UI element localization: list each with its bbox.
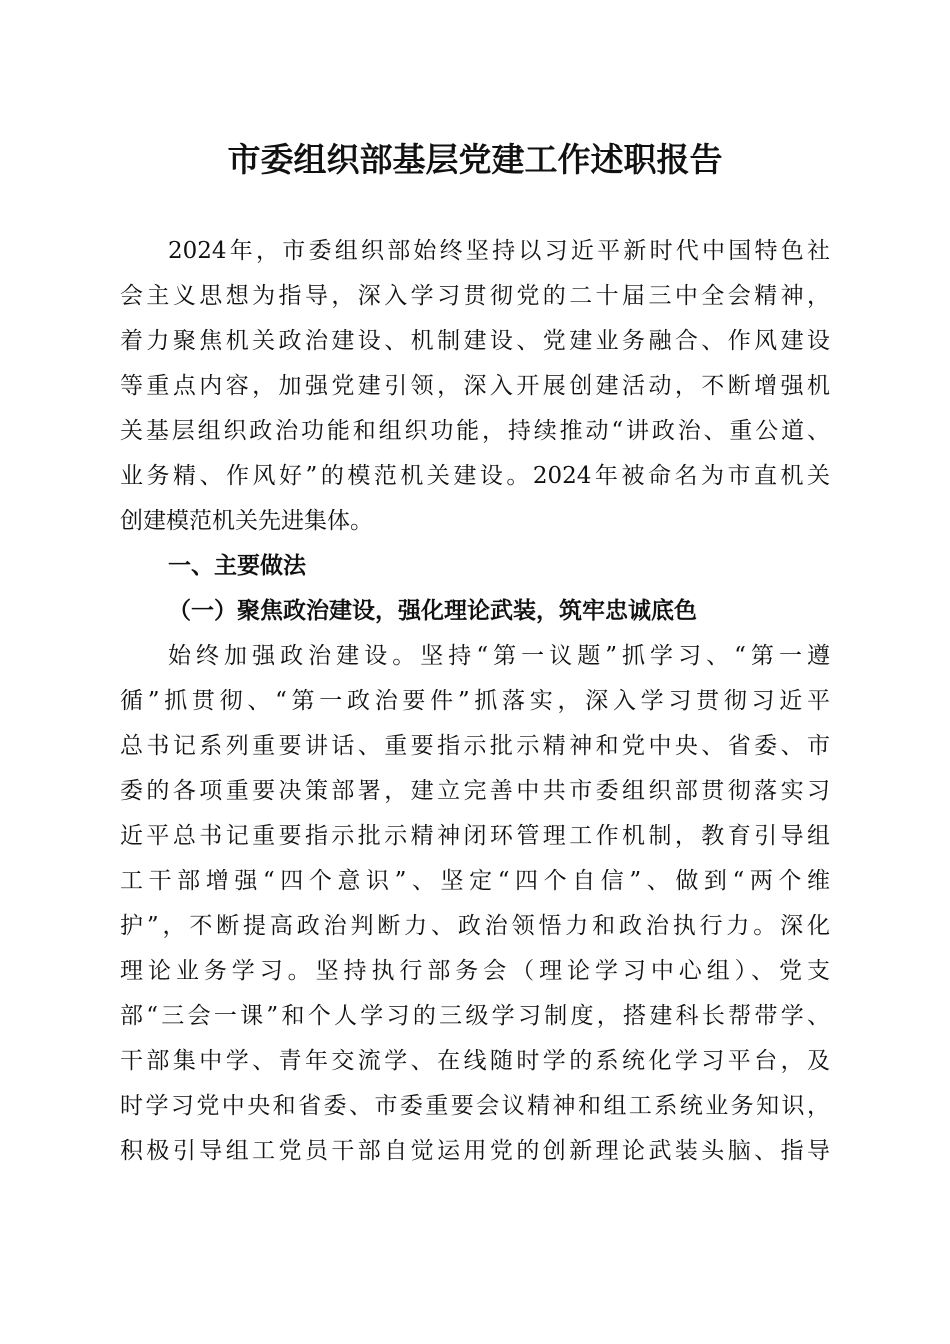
intro-line: 关基层组织政治功能和组织功能，持续推动“讲政治、重公道、 <box>120 418 830 444</box>
body-line: 理论业务学习。坚持执行部务会（理论学习中心组）、党支 <box>120 958 830 984</box>
intro-line: 业务精、作风好”的模范机关建设。2024年被命名为市直机关 <box>120 463 830 489</box>
intro-line: 着力聚焦机关政治建设、机制建设、党建业务融合、作风建设 <box>120 328 830 354</box>
body-line: 总书记系列重要讲话、重要指示批示精神和党中央、省委、市 <box>120 733 830 759</box>
body-line: 部“三会一课”和个人学习的三级学习制度，搭建科长帮带学、 <box>120 1003 830 1029</box>
section-heading: 一、主要做法 <box>168 553 306 579</box>
intro-line: 创建模范机关先进集体。 <box>120 508 373 534</box>
body-line: 积极引导组工党员干部自觉运用党的创新理论武装头脑、指导 <box>120 1138 830 1164</box>
body-line: 时学习党中央和省委、市委重要会议精神和组工系统业务知识， <box>120 1093 830 1119</box>
intro-line: 会主义思想为指导，深入学习贯彻党的二十届三中全会精神， <box>120 283 830 309</box>
body-line: 委的各项重要决策部署，建立完善中共市委组织部贯彻落实习 <box>120 778 830 804</box>
intro-line: 等重点内容，加强党建引领，深入开展创建活动，不断增强机 <box>120 373 830 399</box>
body-line: 工干部增强“四个意识”、坚定“四个自信”、做到“两个维 <box>120 868 830 894</box>
intro-line: 2024年，市委组织部始终坚持以习近平新时代中国特色社 <box>168 238 830 264</box>
body-line: 近平总书记重要指示批示精神闭环管理工作机制，教育引导组 <box>120 823 830 849</box>
subsection-heading: （一）聚焦政治建设，强化理论武装，筑牢忠诚底色 <box>168 597 697 624</box>
document-title: 市委组织部基层党建工作述职报告 <box>227 140 723 179</box>
body-line: 护”，不断提高政治判断力、政治领悟力和政治执行力。深化 <box>120 913 830 939</box>
body-line: 循”抓贯彻、“第一政治要件”抓落实，深入学习贯彻习近平 <box>120 688 830 714</box>
body-line: 干部集中学、青年交流学、在线随时学的系统化学习平台，及 <box>120 1048 830 1074</box>
body-line: 始终加强政治建设。坚持“第一议题”抓学习、“第一遵 <box>168 643 830 669</box>
